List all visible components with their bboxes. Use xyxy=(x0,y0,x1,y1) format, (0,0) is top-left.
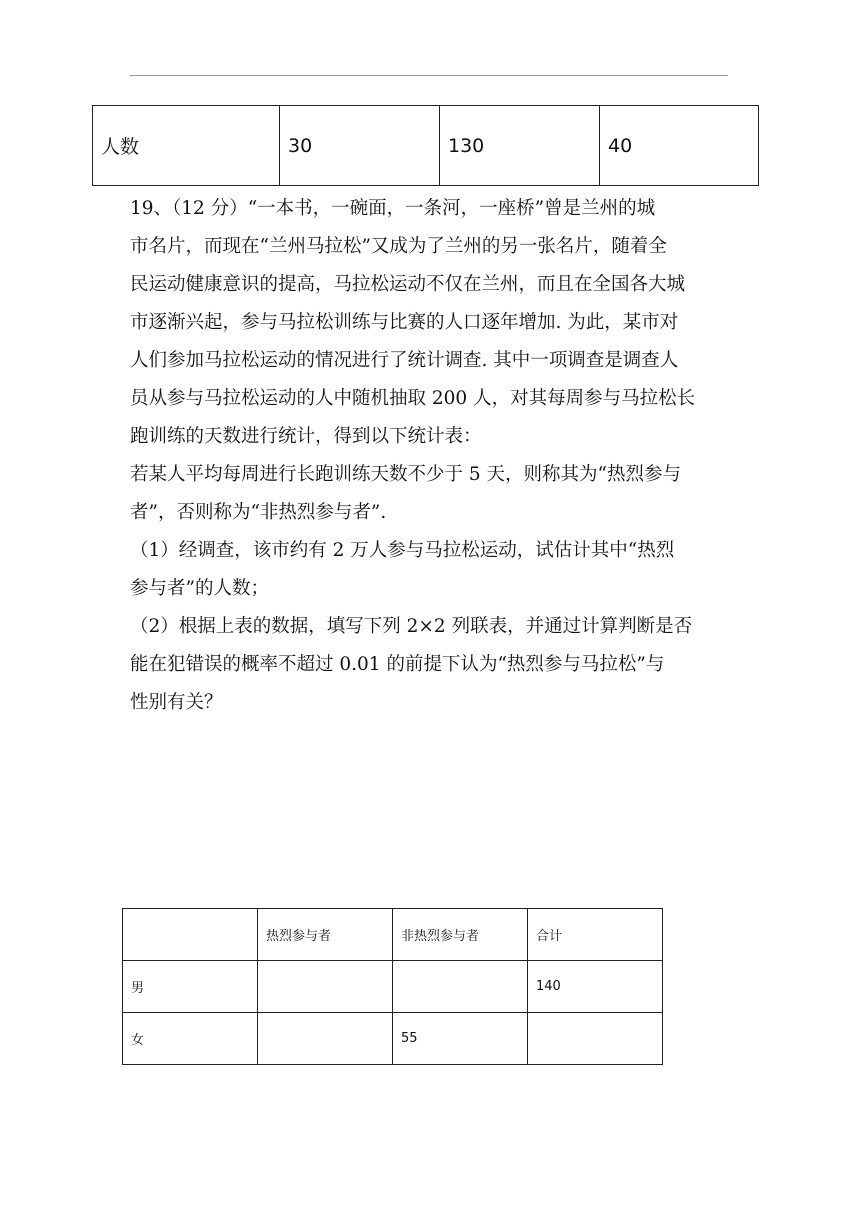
row-label-female: 女 xyxy=(123,1013,258,1065)
table-row xyxy=(123,1013,663,1065)
table-cell: 30 xyxy=(280,106,440,186)
question-line: 19、（12 分）“一本书，一碗面，一条河，一座桥”曾是兰州的城 xyxy=(130,198,656,219)
training-count-table xyxy=(92,105,759,186)
table-cell xyxy=(258,1013,393,1065)
table-header-row xyxy=(123,909,663,961)
question-line: 参与者”的人数； xyxy=(130,578,269,599)
table-cell: 55 xyxy=(393,1013,528,1065)
question-line: 者”，否则称为“非热烈参与者”. xyxy=(130,502,387,523)
table-cell xyxy=(258,961,393,1013)
question-line: 人们参加马拉松运动的情况进行了统计调查. 其中一项调查是调查人 xyxy=(130,350,679,371)
header-cell: 热烈参与者 xyxy=(258,909,393,961)
row-label-male: 男 xyxy=(123,961,258,1013)
question-text xyxy=(130,190,735,722)
contingency-table xyxy=(122,908,663,1065)
question-line: 跑训练的天数进行统计，得到以下统计表： xyxy=(130,426,482,447)
question-line: 员从参与马拉松运动的人中随机抽取 200 人，对其每周参与马拉松长 xyxy=(130,388,696,409)
question-line: 市名片，而现在“兰州马拉松”又成为了兰州的另一张名片，随着全 xyxy=(130,236,667,257)
question-line: （2）根据上表的数据，填写下列 2×2 列联表，并通过计算判断是否 xyxy=(130,616,693,637)
question-line: 若某人平均每周进行长跑训练天数不少于 5 天，则称其为“热烈参与 xyxy=(130,464,681,485)
table-row xyxy=(93,106,759,186)
table-row xyxy=(123,961,663,1013)
table-cell xyxy=(528,1013,663,1065)
question-line: 民运动健康意识的提高，马拉松运动不仅在兰州，而且在全国各大城 xyxy=(130,274,686,295)
header-cell xyxy=(123,909,258,961)
table-cell xyxy=(393,961,528,1013)
header-cell: 合计 xyxy=(528,909,663,961)
table-cell: 140 xyxy=(528,961,663,1013)
header-rule xyxy=(130,75,728,76)
question-line: 市逐渐兴起，参与马拉松训练与比赛的人口逐年增加. 为此，某市对 xyxy=(130,312,679,333)
table-cell: 130 xyxy=(440,106,600,186)
question-line: 能在犯错误的概率不超过 0.01 的前提下认为“热烈参与马拉松”与 xyxy=(130,654,665,675)
question-line: （1）经调查，该市约有 2 万人参与马拉松运动，试估计其中“热烈 xyxy=(130,540,675,561)
table-cell: 40 xyxy=(600,106,759,186)
table-cell-label: 人数 xyxy=(93,106,280,186)
header-cell: 非热烈参与者 xyxy=(393,909,528,961)
question-line: 性别有关？ xyxy=(130,692,223,713)
